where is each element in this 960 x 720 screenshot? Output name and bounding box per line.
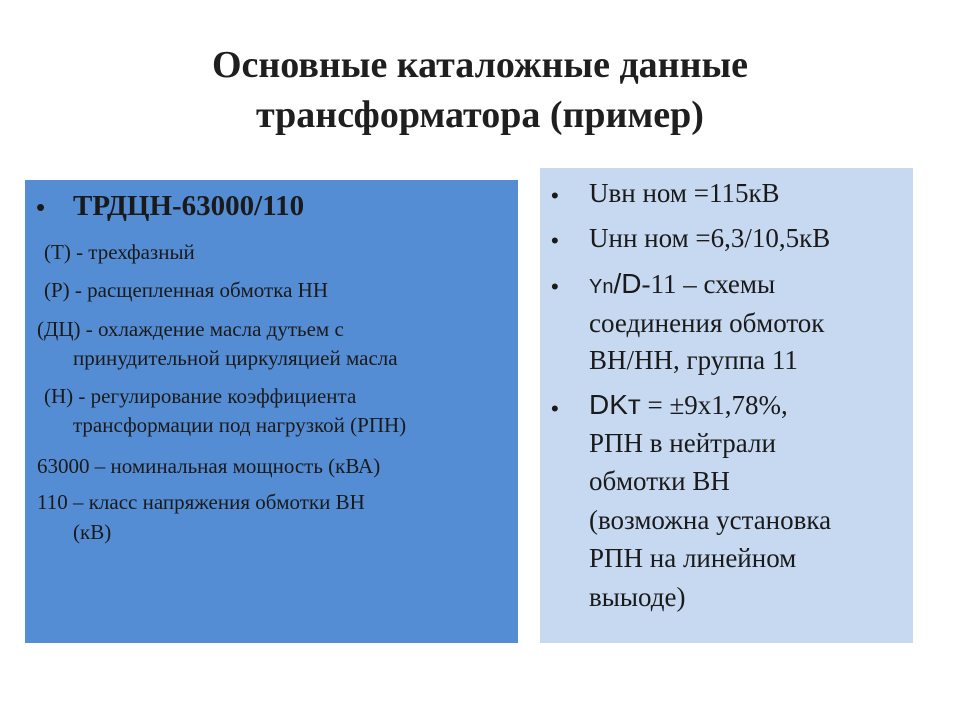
left-line-4: принудительной циркуляцией масла — [73, 346, 398, 370]
right-bullet-3: • — [551, 274, 559, 299]
right-bullet-2: • — [551, 228, 559, 253]
tap-changer-symbol: DKт — [589, 389, 641, 420]
left-line-5: (Н) - регулирование коэффициента — [44, 384, 357, 408]
winding-connection-line-2: соединения обмоток — [589, 308, 825, 338]
slide-title-line-2: трансформатора (пример) — [256, 94, 704, 136]
winding-symbol-yn: Yn — [589, 276, 614, 298]
voltage-lv-item: Uнн ном =6,3/10,5кВ — [589, 223, 831, 253]
slide-title — [60, 40, 900, 140]
winding-connection-item — [589, 268, 775, 300]
left-bullet: • — [36, 192, 46, 222]
left-line-1: (Т) - трехфазный — [44, 240, 195, 264]
transformer-model-heading: ТРДЦН-63000/110 — [73, 190, 305, 222]
tap-changer-line-4: (возможна установка — [589, 505, 832, 535]
left-line-9: (кВ) — [73, 520, 112, 544]
left-line-7: 63000 – номинальная мощность (кВА) — [37, 454, 381, 478]
tap-changer-item — [589, 389, 788, 421]
left-line-8: 110 – класс напряжения обмотки ВН — [37, 490, 365, 514]
winding-symbol-d: /D — [613, 268, 642, 299]
tap-changer-line-2: РПН в нейтрали — [589, 428, 776, 458]
right-bullet-4: • — [551, 396, 559, 421]
right-bullet-1: • — [551, 183, 559, 208]
voltage-hv-item: Uвн ном =115кВ — [589, 178, 780, 208]
tap-changer-line-6: выыоде) — [589, 582, 686, 612]
left-line-6: трансформации под нагрузкой (РПН) — [73, 413, 407, 437]
winding-connection-line-3: ВН/НН, группа 11 — [589, 345, 798, 375]
tap-changer-line-5: РПН на линейном — [589, 543, 797, 573]
tap-changer-line-3: обмотки ВН — [589, 466, 730, 496]
slide-title-line-1: Основные каталожные данные — [211, 44, 749, 86]
left-line-3: (ДЦ) - охлаждение масла дутьем с — [37, 317, 344, 341]
winding-connection-text: -11 – схемы — [641, 269, 776, 299]
tap-changer-range: = ±9х1,78%, — [640, 390, 788, 420]
left-line-2: (Р) - расщепленная обмотка НН — [44, 278, 328, 302]
